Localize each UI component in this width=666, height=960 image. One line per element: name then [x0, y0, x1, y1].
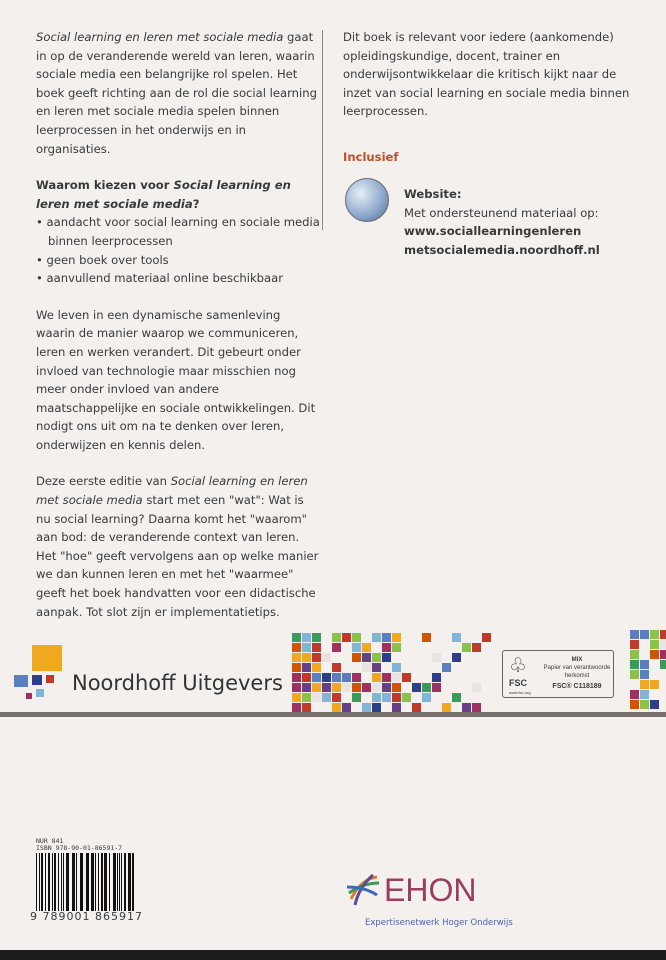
mosaic-tile [650, 690, 659, 699]
fsc-desc: Papier van verantwoorde herkomst [543, 665, 611, 679]
mosaic-tile [382, 683, 391, 692]
mosaic-tile [660, 700, 666, 709]
mosaic-tile [372, 633, 381, 642]
mosaic-tile [362, 653, 371, 662]
right-column [343, 28, 643, 139]
mosaic-tile [630, 640, 639, 649]
publisher-name: Noordhoff Uitgevers [72, 671, 283, 695]
mosaic-tile [650, 680, 659, 689]
mosaic-tile [422, 663, 431, 672]
ehon-logo-icon [347, 873, 381, 907]
mosaic-tile [482, 693, 491, 702]
mosaic-tile [422, 633, 431, 642]
mosaic-tile [342, 673, 351, 682]
barcode-bar [36, 853, 37, 911]
mosaic-tile [640, 700, 649, 709]
list-item: • aandacht voor social learning en sociale media binnen leerprocessen [36, 215, 320, 248]
barcode-bar [58, 853, 59, 911]
mosaic-tile [312, 693, 321, 702]
mosaic-tile [640, 660, 649, 669]
barcode-bar [91, 853, 94, 911]
mosaic-tile [302, 673, 311, 682]
mosaic-tile [422, 643, 431, 652]
mosaic-decoration-edge [630, 630, 666, 710]
barcode-bar [121, 853, 122, 911]
barcode-bar [86, 853, 89, 911]
mosaic-tile [442, 643, 451, 652]
ehon-name: EHON [384, 872, 477, 908]
mosaic-tile [402, 633, 411, 642]
mosaic-tile [482, 653, 491, 662]
mosaic-tile [412, 693, 421, 702]
mosaic-tile [462, 663, 471, 672]
mosaic-tile [442, 673, 451, 682]
mosaic-tile [462, 673, 471, 682]
mosaic-tile [412, 643, 421, 652]
intro-paragraph [36, 28, 321, 158]
mosaic-tile [312, 633, 321, 642]
mosaic-tile [640, 690, 649, 699]
mosaic-tile [432, 703, 441, 712]
mosaic-tile [432, 633, 441, 642]
fsc-mix: MIX [571, 657, 583, 663]
mosaic-tile [640, 640, 649, 649]
barcode [36, 853, 136, 911]
mosaic-tile [630, 680, 639, 689]
mosaic-tile [342, 663, 351, 672]
website-url-line2: metsocialemedia.noordhoff.nl [404, 242, 600, 257]
why-heading-text: Waarom kiezen voor [36, 178, 174, 193]
mosaic-tile [640, 670, 649, 679]
mosaic-tile [332, 633, 341, 642]
mosaic-tile [322, 653, 331, 662]
mosaic-tile [362, 673, 371, 682]
mosaic-tile [640, 650, 649, 659]
mosaic-tile [452, 633, 461, 642]
website-block [404, 185, 644, 259]
mosaic-tile [442, 703, 451, 712]
barcode-bar [52, 853, 53, 911]
mosaic-tile [422, 703, 431, 712]
mosaic-tile [432, 643, 441, 652]
mosaic-tile [372, 663, 381, 672]
mosaic-tile [650, 660, 659, 669]
edition-start: Deze eerste editie van [36, 474, 171, 489]
mosaic-tile [382, 673, 391, 682]
mosaic-tile [382, 703, 391, 712]
inclusief-label: Inclusief [343, 150, 399, 164]
mosaic-tile [472, 653, 481, 662]
title-italic: Social learning en leren met sociale media [36, 30, 284, 44]
barcode-bar [124, 853, 126, 911]
fsc-label [502, 650, 614, 698]
mosaic-tile [630, 700, 639, 709]
noordhoff-logo-icon [14, 645, 64, 703]
edition-paragraph [36, 472, 321, 621]
mosaic-tile [352, 703, 361, 712]
mosaic-tile [472, 673, 481, 682]
mosaic-tile [660, 690, 666, 699]
mosaic-tile [650, 700, 659, 709]
mosaic-tile [412, 653, 421, 662]
mosaic-tile [382, 643, 391, 652]
mosaic-tile [322, 693, 331, 702]
mosaic-tile [352, 643, 361, 652]
mosaic-tile [332, 663, 341, 672]
list-item: • aanvullend materiaal online beschikbaar [36, 271, 284, 286]
fsc-logo-text: FSC [509, 678, 527, 688]
why-heading-end: ? [192, 196, 200, 211]
mosaic-tile [352, 653, 361, 662]
mosaic-tile [342, 633, 351, 642]
barcode-bar [76, 853, 77, 911]
society-paragraph: We leven in een dynamische samenleving waarin de manier waarop we communiceren, leren en werken verandert. Dit gebeurt onder invloed van technologie maar misschien nog meer onder invloed van andere maatschappelijke en sociale ontwikkelingen. Dit nodigt ons uit om na te denken over leren, onderwijzen en kennis delen. [36, 307, 316, 452]
mosaic-tile [442, 663, 451, 672]
mosaic-tile [332, 703, 341, 712]
mosaic-tile [352, 663, 361, 672]
mosaic-tile [630, 630, 639, 639]
mosaic-tile [362, 703, 371, 712]
mosaic-tile [452, 693, 461, 702]
website-desc: Met ondersteunend materiaal op: [404, 205, 599, 220]
mosaic-tile [462, 683, 471, 692]
mosaic-tile [302, 683, 311, 692]
mosaic-tile [392, 703, 401, 712]
mosaic-tile [442, 653, 451, 662]
mosaic-tile [292, 653, 301, 662]
mosaic-tile [402, 653, 411, 662]
mosaic-tile [482, 673, 491, 682]
barcode-bar [132, 853, 134, 911]
mosaic-tile [292, 643, 301, 652]
mosaic-tile [660, 680, 666, 689]
barcode-bar [48, 853, 50, 911]
mosaic-tile [362, 693, 371, 702]
mosaic-tile [292, 633, 301, 642]
mosaic-tile [292, 673, 301, 682]
mosaic-tile [472, 683, 481, 692]
barcode-bar [66, 853, 69, 911]
mosaic-tile [432, 653, 441, 662]
fsc-code: FSC® C118189 [552, 683, 602, 690]
barcode-bar [113, 853, 116, 911]
mosaic-tile [630, 670, 639, 679]
mosaic-tile [402, 643, 411, 652]
mosaic-tile [472, 693, 481, 702]
mosaic-tile [630, 690, 639, 699]
mosaic-tile [392, 633, 401, 642]
mosaic-tile [382, 693, 391, 702]
mosaic-tile [482, 703, 491, 712]
mosaic-tile [292, 663, 301, 672]
bottom-edge [0, 950, 666, 960]
barcode-bar [101, 853, 103, 911]
website-title: Website: [404, 187, 462, 201]
mosaic-tile [332, 653, 341, 662]
mosaic-tile [312, 643, 321, 652]
barcode-number: 9 789001 865917 [30, 910, 143, 923]
mosaic-decoration [292, 633, 492, 713]
audience-paragraph: Dit boek is relevant voor iedere (aankomende) opleidingskundige, docent, trainer en onderwijsontwikkelaar die kritisch kijkt naar de inzet van social learning en sociale media binnen leerprocessen. [343, 30, 630, 119]
mosaic-tile [452, 683, 461, 692]
mosaic-tile [650, 670, 659, 679]
mosaic-tile [392, 663, 401, 672]
mosaic-tile [472, 643, 481, 652]
mosaic-tile [462, 633, 471, 642]
mosaic-tile [322, 643, 331, 652]
mosaic-tile [312, 673, 321, 682]
mosaic-tile [372, 683, 381, 692]
mosaic-tile [392, 653, 401, 662]
mosaic-tile [322, 703, 331, 712]
mosaic-tile [362, 683, 371, 692]
column-divider [322, 30, 323, 230]
barcode-bar [109, 853, 110, 911]
barcode-bar [98, 853, 99, 911]
mosaic-tile [342, 643, 351, 652]
mosaic-tile [392, 693, 401, 702]
intro-text: gaat in op de veranderende wereld van leren, waarin sociale media een belangrijke rol spelen. Het boek geeft richting aan de rol die social learning en leren met sociale media spelen binnen leerprocessen in het onderwijs en in organisaties. [36, 30, 317, 156]
mosaic-tile [312, 653, 321, 662]
mosaic-tile [342, 693, 351, 702]
mosaic-tile [362, 633, 371, 642]
isbn-code: ISBN 978-90-01-86591-7 [36, 844, 123, 852]
left-column [36, 28, 321, 639]
mosaic-tile [302, 703, 311, 712]
mosaic-tile [372, 643, 381, 652]
list-item: • geen boek over tools [36, 252, 169, 267]
isbn-header [36, 838, 122, 852]
mosaic-tile [392, 683, 401, 692]
mosaic-tile [442, 683, 451, 692]
mosaic-tile [412, 703, 421, 712]
globe-icon [345, 178, 389, 222]
mosaic-tile [462, 643, 471, 652]
mosaic-tile [332, 683, 341, 692]
mosaic-tile [660, 660, 666, 669]
mosaic-tile [402, 663, 411, 672]
mosaic-tile [452, 703, 461, 712]
mosaic-tile [292, 703, 301, 712]
mosaic-tile [342, 683, 351, 692]
mosaic-tile [482, 633, 491, 642]
mosaic-tile [392, 643, 401, 652]
mosaic-tile [650, 640, 659, 649]
mosaic-tile [322, 673, 331, 682]
mosaic-tile [462, 653, 471, 662]
mosaic-tile [412, 673, 421, 682]
fsc-site: www.fsc.org [509, 690, 531, 695]
barcode-bar [45, 853, 46, 911]
website-url-line1: www.sociallearningenleren [404, 224, 582, 239]
mosaic-tile [382, 653, 391, 662]
mosaic-tile [482, 663, 491, 672]
mosaic-tile [402, 703, 411, 712]
why-heading-title: Social learning en leren met sociale media [36, 178, 291, 211]
mosaic-tile [402, 683, 411, 692]
mosaic-tile [640, 630, 649, 639]
barcode-bar [95, 853, 96, 911]
mosaic-tile [372, 653, 381, 662]
mosaic-tile [452, 663, 461, 672]
barcode-bar [72, 853, 75, 911]
barcode-bar [128, 853, 131, 911]
mosaic-tile [352, 673, 361, 682]
mosaic-tile [472, 663, 481, 672]
mosaic-tile [412, 663, 421, 672]
barcode-bar [119, 853, 120, 911]
mosaic-tile [630, 650, 639, 659]
why-heading [36, 176, 321, 213]
mosaic-tile [382, 663, 391, 672]
mosaic-tile [312, 663, 321, 672]
mosaic-tile [660, 640, 666, 649]
mosaic-tile [332, 693, 341, 702]
mosaic-tile [650, 650, 659, 659]
mosaic-tile [302, 663, 311, 672]
mosaic-tile [342, 653, 351, 662]
barcode-bar [39, 853, 40, 911]
mosaic-tile [422, 653, 431, 662]
mosaic-tile [432, 663, 441, 672]
mosaic-tile [452, 673, 461, 682]
barcode-bar [54, 853, 56, 911]
mosaic-tile [422, 673, 431, 682]
mosaic-tile [412, 633, 421, 642]
mosaic-tile [640, 680, 649, 689]
mosaic-tile [332, 643, 341, 652]
mosaic-tile [372, 703, 381, 712]
mosaic-tile [452, 643, 461, 652]
barcode-bar [63, 853, 64, 911]
barcode-bar [80, 853, 83, 911]
edition-title: Social learning en leren met sociale media [36, 474, 308, 508]
mosaic-tile [322, 683, 331, 692]
mosaic-tile [462, 693, 471, 702]
mosaic-tile [442, 693, 451, 702]
mosaic-tile [292, 693, 301, 702]
mosaic-tile [660, 670, 666, 679]
mosaic-tile [322, 633, 331, 642]
mosaic-tile [372, 693, 381, 702]
mosaic-tile [362, 643, 371, 652]
mosaic-tile [630, 660, 639, 669]
mosaic-tile [302, 643, 311, 652]
barcode-bar [41, 853, 43, 911]
barcode-bar [61, 853, 62, 911]
mosaic-tile [650, 630, 659, 639]
mosaic-tile [422, 693, 431, 702]
mosaic-tile [292, 683, 301, 692]
mosaic-tile [472, 633, 481, 642]
mosaic-tile [352, 683, 361, 692]
barcode-bar [104, 853, 107, 911]
mosaic-tile [382, 633, 391, 642]
mosaic-tile [392, 673, 401, 682]
mosaic-tile [412, 683, 421, 692]
mosaic-tile [372, 673, 381, 682]
mosaic-tile [332, 673, 341, 682]
mosaic-tile [352, 633, 361, 642]
mosaic-tile [342, 703, 351, 712]
mosaic-tile [432, 693, 441, 702]
mosaic-tile [402, 693, 411, 702]
barcode-bar [117, 853, 118, 911]
mosaic-tile [362, 663, 371, 672]
mosaic-tile [482, 683, 491, 692]
mosaic-tile [302, 653, 311, 662]
mosaic-tile [442, 633, 451, 642]
benefits-list [36, 213, 321, 287]
mosaic-tile [432, 673, 441, 682]
mosaic-tile [660, 650, 666, 659]
mosaic-tile [432, 683, 441, 692]
mosaic-tile [312, 703, 321, 712]
ehon-subtitle: Expertisenetwerk Hoger Onderwijs [365, 918, 513, 928]
mosaic-tile [482, 643, 491, 652]
mosaic-tile [462, 703, 471, 712]
fsc-info [543, 656, 611, 691]
mosaic-tile [302, 633, 311, 642]
mosaic-tile [660, 630, 666, 639]
mosaic-tile [322, 663, 331, 672]
horizontal-rule [0, 712, 666, 717]
mosaic-tile [452, 653, 461, 662]
mosaic-tile [402, 673, 411, 682]
nur-code: NUR 841 [36, 837, 64, 845]
mosaic-tile [352, 693, 361, 702]
mosaic-tile [302, 693, 311, 702]
edition-text: start met een "wat": Wat is nu social learning? Daarna komt het "waarom" aan bod: de veranderende context van leren. Het "hoe" geeft vervolgens aan op welke manier we dan kunnen leren en met het "waarmee" geeft het boek handvatten voor een didactische aanpak. Tot slot zijn er implementatietips. [36, 493, 319, 619]
mosaic-tile [312, 683, 321, 692]
mosaic-tile [472, 703, 481, 712]
mosaic-tile [422, 683, 431, 692]
fsc-tree-icon: ♧ [509, 655, 527, 677]
